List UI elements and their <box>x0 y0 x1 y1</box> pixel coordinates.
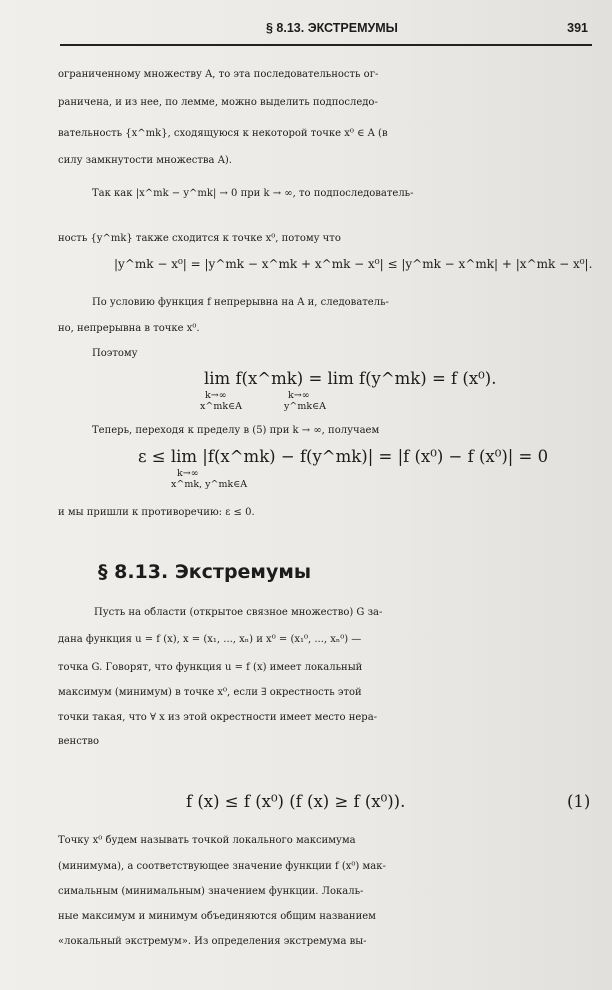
limit-subscript: k→∞ <box>205 390 227 401</box>
text-line: точка G. Говорят, что функция u = f (x) имеет локальный <box>58 662 363 673</box>
text-line: Точку x⁰ будем называть точкой локального максимума <box>58 835 356 846</box>
text-line: раничена, и из нее, по лемме, можно выделить подпоследо- <box>58 97 378 108</box>
equation: lim f(x^mk) = lim f(y^mk) = f (x⁰). <box>204 369 497 388</box>
text-line: и мы пришли к противоречию: ε ≤ 0. <box>58 507 255 518</box>
text-line: силу замкнутости множества A). <box>58 155 232 166</box>
text-line: Теперь, переходя к пределу в (5) при k → ∞, получаем <box>92 425 380 436</box>
text-line: Пусть на области (открытое связное множество) G за- <box>94 607 383 618</box>
text-line: ограниченному множеству A, то эта последовательность ог- <box>58 69 379 80</box>
text-line: венство <box>58 736 99 747</box>
text-line: По условию функция f непрерывна на A и, следователь- <box>92 297 389 308</box>
equation: ε ≤ lim |f(x^mk) − f(y^mk)| = |f (x⁰) − f (x⁰)| = 0 <box>138 447 549 466</box>
limit-subscript: y^mk∈A <box>284 401 326 412</box>
text-line: дана функция u = f (x), x = (x₁, ..., xₙ) и x⁰ = (x₁⁰, ..., xₙ⁰) — <box>58 634 362 645</box>
equation-number: (1) <box>567 792 591 811</box>
limit-subscript: x^mk, y^mk∈A <box>171 479 248 490</box>
text-line: симальным (минимальным) значением функции. Локаль- <box>58 886 364 897</box>
page-number: 391 <box>567 21 588 35</box>
text-line: ные максимум и минимум объединяются общим названием <box>58 911 376 922</box>
text-line: (минимума), а соответствующее значение функции f (x⁰) мак- <box>58 861 386 872</box>
text-line: ность {y^mk} также сходится к точке x⁰, потому что <box>58 233 341 244</box>
text-line: точки такая, что ∀ x из этой окрестности имеет место нера- <box>58 712 378 723</box>
page-header <box>60 18 592 46</box>
running-head: § 8.13. ЭКСТРЕМУМЫ <box>266 21 398 35</box>
text-line: вательность {x^mk}, сходящуюся к некоторой точке x⁰ ∈ A (в <box>58 128 388 139</box>
limit-subscript: k→∞ <box>288 390 310 401</box>
section-heading: § 8.13. Экстремумы <box>98 561 312 583</box>
limit-subscript: k→∞ <box>177 468 199 479</box>
equation: f (x) ≤ f (x⁰) (f (x) ≥ f (x⁰)). <box>186 792 406 811</box>
text-line: максимум (минимум) в точке x⁰, если ∃ окрестность этой <box>58 687 362 698</box>
limit-subscript: x^mk∈A <box>200 401 242 412</box>
text-line: Поэтому <box>92 348 138 359</box>
text-line: но, непрерывна в точке x⁰. <box>58 323 200 334</box>
text-line: «локальный экстремум». Из определения экстремума вы- <box>58 936 367 947</box>
text-line: Так как |x^mk − y^mk| → 0 при k → ∞, то подпоследователь- <box>92 188 414 199</box>
equation: |y^mk − x⁰| = |y^mk − x^mk + x^mk − x⁰| ≤ |y^mk − x^mk| + |x^mk − x⁰|. <box>114 257 593 271</box>
